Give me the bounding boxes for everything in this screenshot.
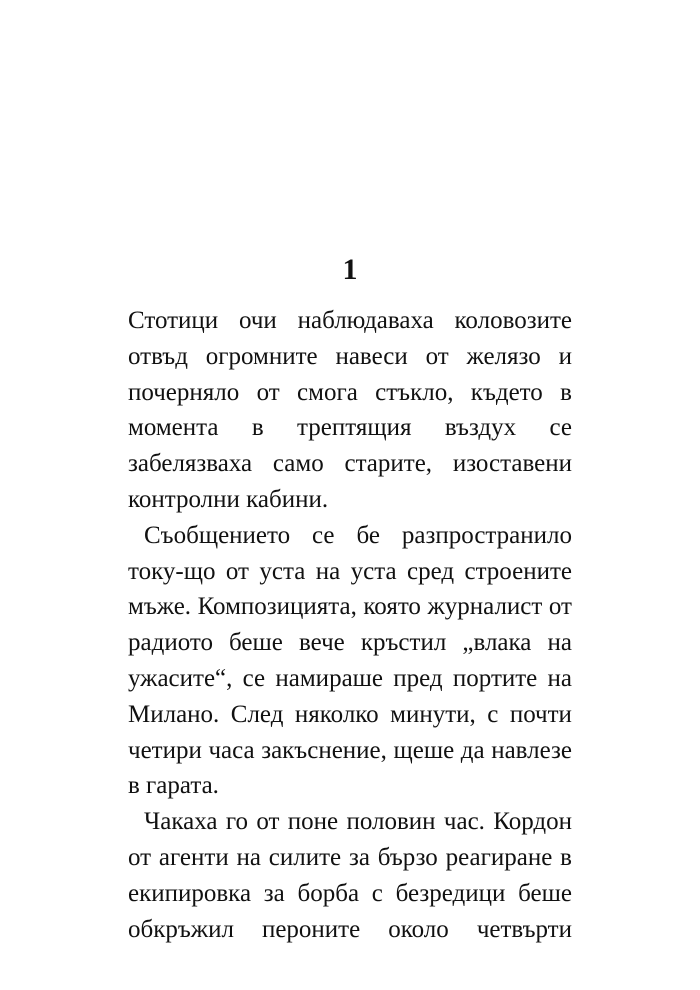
text-line [128, 804, 572, 840]
word: Кордон [493, 808, 572, 836]
text-line [128, 518, 572, 554]
word: на [315, 557, 341, 585]
word: журналист [427, 593, 543, 621]
word: в [560, 843, 572, 871]
text-line [128, 625, 572, 661]
word: намираше [275, 664, 384, 692]
word: Съобщението [144, 521, 291, 549]
word: четири [128, 736, 202, 764]
word: часа [208, 736, 255, 764]
word: Чакаха [144, 808, 218, 836]
word: го [225, 808, 248, 836]
word: строените [464, 557, 572, 585]
word: очи [239, 307, 277, 334]
word: няколко [294, 700, 379, 728]
word: радиото [128, 629, 213, 657]
word: бързо [377, 843, 438, 871]
word: борба [297, 879, 360, 907]
word: от [225, 557, 249, 585]
word: Композицията, [197, 593, 357, 621]
word: огромните [205, 342, 318, 370]
word: в [251, 414, 264, 442]
word: час. [443, 808, 485, 836]
text-line [128, 375, 572, 411]
word: Стотици [128, 307, 219, 334]
text-line: в гарата. [128, 772, 219, 800]
text-line [128, 589, 572, 625]
word: момента [128, 414, 219, 442]
text-line [128, 840, 572, 876]
word: четвърти [476, 915, 572, 943]
word: на [236, 843, 261, 871]
word: беше [518, 879, 572, 907]
word: от [425, 342, 449, 370]
word: минути, [390, 700, 476, 728]
word: разпространило [401, 521, 572, 549]
word: пред [393, 664, 443, 692]
text-line: контролни кабини. [128, 485, 329, 513]
word: току-що [128, 557, 216, 585]
word: за [348, 843, 370, 871]
word: щеше [393, 736, 455, 764]
word: половин [346, 808, 436, 836]
text-line [128, 661, 572, 697]
word: се [242, 664, 266, 692]
word: да [460, 736, 485, 764]
word: и [558, 342, 572, 370]
word: реагиране [445, 843, 553, 871]
word: от [256, 378, 280, 406]
text-line [128, 733, 572, 769]
word: въздух [444, 414, 517, 442]
word: отвъд [128, 342, 188, 370]
text-line [128, 339, 572, 375]
word: стъкло, [375, 378, 454, 406]
word: коловозите [454, 307, 572, 334]
word: уста [259, 557, 306, 585]
word: закъснение, [261, 736, 387, 764]
text-line [128, 876, 572, 912]
word: мъже. [128, 593, 192, 621]
word: желязо [466, 342, 541, 370]
word: поне [287, 808, 339, 836]
word: бе [356, 521, 380, 549]
word: от [548, 593, 572, 621]
word: Милано. [128, 700, 220, 728]
text-line [128, 912, 572, 948]
word: около [388, 915, 449, 943]
word: която [363, 593, 421, 621]
word: наблюдаваха [297, 307, 434, 334]
chapter-number: 1 [342, 253, 358, 286]
word: с [487, 700, 499, 728]
word: екипировка [128, 879, 252, 907]
word: След [230, 700, 284, 728]
word: от [256, 808, 280, 836]
word: изоставени [452, 450, 572, 478]
word: силите [268, 843, 342, 871]
word: на [547, 664, 572, 692]
word: навеси [335, 342, 408, 370]
word: ужасите“, [128, 664, 233, 692]
word: уста [350, 557, 397, 585]
word: „влака [462, 629, 532, 657]
word: портите [452, 664, 538, 692]
word: се [549, 414, 572, 442]
word: почти [509, 700, 572, 728]
word: старите, [344, 450, 433, 478]
word: почерняло [128, 378, 240, 406]
word: от [128, 843, 152, 871]
word: само [272, 450, 324, 478]
text-line [128, 410, 572, 446]
text-line [128, 446, 572, 482]
word: смога [297, 378, 358, 406]
text-line [128, 697, 572, 733]
word: вече [298, 629, 345, 657]
word: за [263, 879, 285, 907]
word: сред [406, 557, 455, 585]
word: безредици [395, 879, 506, 907]
word: агенти [158, 843, 229, 871]
word: забелязваха [128, 450, 253, 478]
word: пероните [261, 915, 361, 943]
word: се [312, 521, 335, 549]
word: беше [229, 629, 283, 657]
word: кръстил [360, 629, 447, 657]
word: с [371, 879, 383, 907]
word: навлезе [491, 736, 572, 764]
text-line [128, 554, 572, 590]
text-line [128, 303, 572, 339]
word: където [470, 378, 543, 406]
word: в [560, 378, 572, 406]
word: трептящия [297, 414, 412, 442]
word: обкръжил [128, 915, 234, 943]
word: на [547, 629, 572, 657]
chapter-body [128, 303, 572, 947]
